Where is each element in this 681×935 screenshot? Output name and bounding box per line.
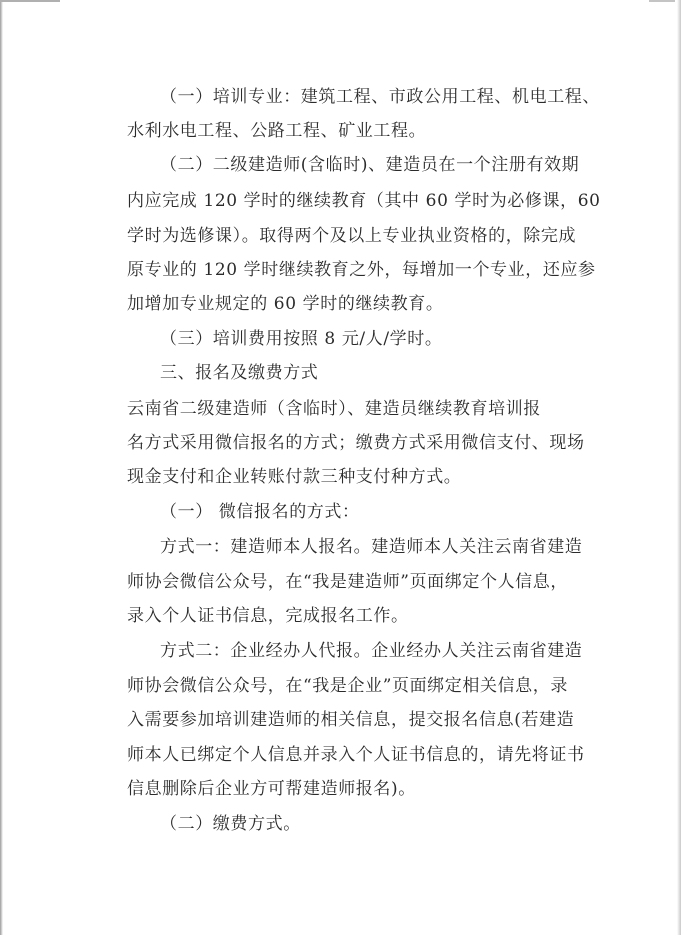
text-line: 名方式采用微信报名的方式；缴费方式采用微信支付、现场 [127,433,585,453]
text-line: 入需要参加培训建造师的相关信息，提交报名信息(若建造 [127,710,575,730]
section-heading: 三、报名及缴费方式 [160,363,319,383]
text-line: 师协会微信公众号，在“我是建造师”页面绑定个人信息， [127,572,568,592]
text-line: 师协会微信公众号，在“我是企业”页面绑定相关信息，录 [127,676,568,696]
subsection-heading: （二）缴费方式。 [160,814,301,834]
text-line: 方式二：企业经办人代报。企业经办人关注云南省建造 [160,641,583,661]
text-line: 现金支付和企业转账付款三种支付种方式。 [127,467,462,487]
text-line: 原专业的 120 学时继续教育之外，每增加一个专业，还应参 [127,260,596,280]
text-line: （二）二级建造师(含临时)、建造员在一个注册有效期 [160,155,580,175]
text-line: （三）培训费用按照 8 元/人/学时。 [160,329,443,349]
text-line: 加增加专业规定的 60 学时的继续教育。 [127,294,444,314]
subsection-heading: （一） 微信报名的方式： [160,502,360,522]
text-line: 云南省二级建造师（含临时）、建造员继续教育培训报 [127,399,541,419]
text-line: （一）培训专业：建筑工程、市政公用工程、机电工程、 [160,87,600,107]
text-line: 方式一：建造师本人报名。建造师本人关注云南省建造 [160,537,583,557]
text-line: 师本人已绑定个人信息并录入个人证书信息的，请先将证书 [127,745,585,765]
text-line: 内应完成 120 学时的继续教育（其中 60 学时为必修课，60 [127,191,601,211]
text-line: 水利水电工程、公路工程、矿业工程。 [127,121,427,141]
text-line: 学时为选修课）。取得两个及以上专业执业资格的，除完成 [127,226,577,246]
text-line: 录入个人证书信息，完成报名工作。 [127,606,409,626]
text-line: 信息删除后企业方可帮建造师报名)。 [127,779,416,799]
